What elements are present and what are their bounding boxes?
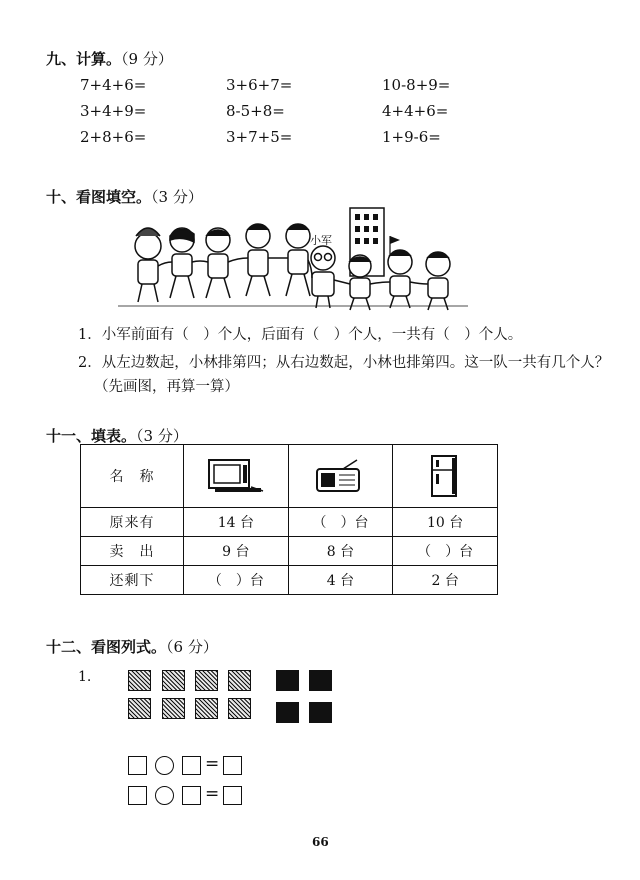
hatched-square: [162, 670, 185, 691]
table-header-computer: [184, 445, 289, 508]
section-11-points: （3 分）: [136, 427, 188, 445]
section-10-title: 十、看图填空。: [46, 188, 152, 206]
table-cell: 4 台: [288, 566, 393, 595]
table-cell: 10 台: [393, 508, 498, 537]
answer-box[interactable]: [223, 756, 242, 775]
row-label: 原来有: [81, 508, 184, 537]
table-header-name: 名 称: [81, 445, 184, 508]
answer-box[interactable]: [128, 756, 147, 775]
section-12-title: 十二、看图列式。: [46, 638, 167, 656]
radio-icon: [309, 457, 371, 495]
table-header-radio: [288, 445, 393, 508]
section-12-heading: [46, 636, 218, 657]
section-12-points: （6 分）: [166, 638, 218, 656]
calc-problem: 4+4+6=: [382, 102, 449, 120]
calc-problem: 3+4+9=: [80, 102, 147, 120]
black-square: [276, 670, 299, 691]
calc-problem: 8-5+8=: [226, 102, 285, 120]
section-10-heading: [46, 186, 203, 207]
calc-problem: 2+8+6=: [80, 128, 147, 146]
section-9-points: （9 分）: [121, 50, 173, 68]
table-cell: （ ）台: [288, 508, 393, 537]
equals-sign: =: [205, 784, 220, 804]
black-square: [276, 702, 299, 723]
hatched-square: [128, 670, 151, 691]
children-queue-illustration: [118, 206, 468, 316]
table-cell: 14 台: [184, 508, 289, 537]
operator-circle[interactable]: [155, 756, 174, 775]
hatched-square: [162, 698, 185, 719]
table-cell: （ ）台: [393, 537, 498, 566]
answer-box[interactable]: [182, 756, 201, 775]
equals-sign: =: [205, 754, 220, 774]
fill-table: [80, 444, 498, 595]
answer-box[interactable]: [182, 786, 201, 805]
section-11-heading: [46, 425, 188, 446]
table-row: [81, 537, 498, 566]
section-9-heading: [46, 48, 173, 69]
table-header-row: [81, 445, 498, 508]
section-10-points: （3 分）: [151, 188, 203, 206]
hatched-square: [228, 670, 251, 691]
calc-problem: 7+4+6=: [80, 76, 147, 94]
answer-box[interactable]: [223, 786, 242, 805]
section-12-question-1-number: 1.: [78, 669, 92, 685]
calc-problem: 1+9-6=: [382, 128, 441, 146]
black-square: [309, 670, 332, 691]
hatched-square: [195, 670, 218, 691]
section-10-question-1: 1．小军前面有（ ）个人，后面有（ ）个人，一共有（ ）个人。: [78, 327, 523, 343]
queue-drawing: [118, 206, 468, 316]
table-cell: 9 台: [184, 537, 289, 566]
section-10-question-2-note: （先画图，再算一算）: [94, 379, 239, 395]
section-11-title: 十一、填表。: [46, 427, 137, 445]
calc-problem: 3+7+5=: [226, 128, 293, 146]
table-cell: 2 台: [393, 566, 498, 595]
calc-problem: 10-8+9=: [382, 76, 451, 94]
computer-icon: [205, 457, 267, 495]
calculation-grid: [80, 74, 600, 148]
page-number: 66: [312, 835, 329, 849]
row-label: 还剩下: [81, 566, 184, 595]
table-cell: 8 台: [288, 537, 393, 566]
section-9-title: 九、计算。: [46, 50, 122, 68]
table-row: [81, 566, 498, 595]
fridge-icon: [414, 454, 476, 498]
calc-problem: 3+6+7=: [226, 76, 293, 94]
hatched-square: [195, 698, 218, 719]
operator-circle[interactable]: [155, 786, 174, 805]
section-10-question-2: 2．从左边数起，小林排第四；从右边数起，小林也排第四。这一队一共有几个人？: [78, 355, 610, 371]
table-header-fridge: [393, 445, 498, 508]
answer-box[interactable]: [128, 786, 147, 805]
xiaojun-label: 小军: [310, 234, 332, 247]
table-row: [81, 508, 498, 537]
table-cell: （ ）台: [184, 566, 289, 595]
row-label: 卖 出: [81, 537, 184, 566]
hatched-square: [228, 698, 251, 719]
black-square: [309, 702, 332, 723]
hatched-square: [128, 698, 151, 719]
